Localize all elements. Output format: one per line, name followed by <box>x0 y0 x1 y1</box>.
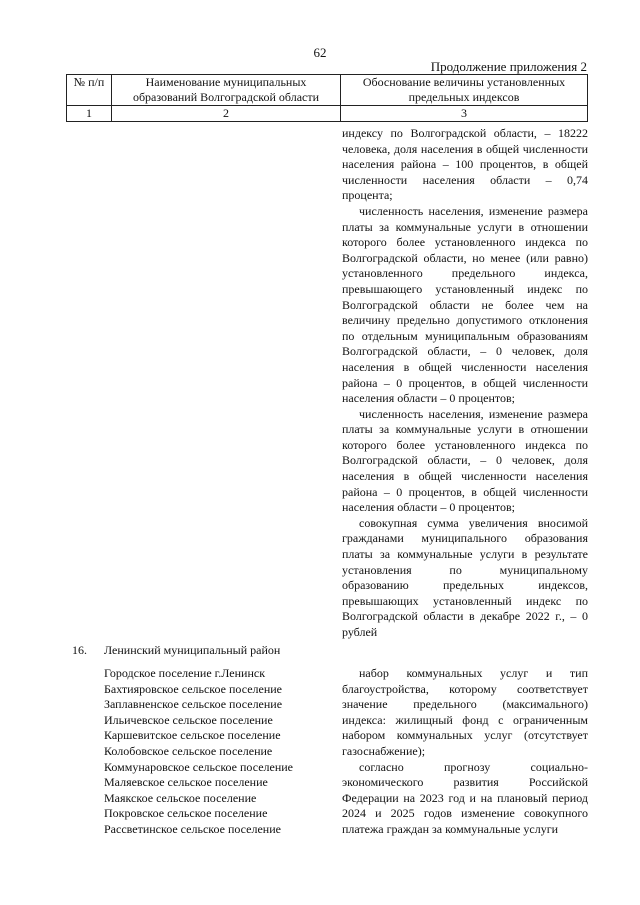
settlement-item: Маякское сельское поселение <box>104 790 257 805</box>
settlement-item: Рассветинское сельское поселение <box>104 821 281 836</box>
section-justification <box>342 666 588 838</box>
settlement-list <box>104 666 293 838</box>
justification-paragraph: численность населения, изменение размера платы за коммунальные услуги в отношении которого более установленного индекса по Волгоградской области, – 0 человек, доля населения в общей численности населения района – 0 процентов, в общей численности населения области – 0 процентов; <box>342 406 588 515</box>
column-number-3: 3 <box>341 106 588 122</box>
justification-paragraph: индексу по Волгоградской области, – 18222 человека, доля населения в общей численности населения района – 100 процентов, в общей численности населения области – 0,74 процента; <box>342 126 588 203</box>
header-col-name: Наименование муниципальных образований Волгоградской области <box>112 75 341 106</box>
settlement-item: Колобовское сельское поселение <box>104 743 273 758</box>
settlement-item: Коммунаровское сельское поселение <box>104 759 294 774</box>
column-number-1: 1 <box>67 106 112 122</box>
settlement-item: Городское поселение г.Ленинск <box>104 666 266 680</box>
settlement-item: Маляевское сельское поселение <box>104 775 268 790</box>
settlement-item: Ильичевское сельское поселение <box>104 712 273 727</box>
settlement-item: Заплавненское сельское поселение <box>104 697 283 712</box>
justification-paragraph: согласно прогнозу социально-экономического развития Российской Федерации на 2023 год и на плановый период 2024 и 2025 годов изменение совокупного платежа граждан за коммунальные услуги <box>342 759 588 836</box>
section-title: Ленинский муниципальный район <box>104 643 281 657</box>
table-header <box>66 74 588 122</box>
settlement-item: Покровское сельское поселение <box>104 806 268 821</box>
settlement-item: Каршевитское сельское поселение <box>104 728 281 743</box>
header-col-justification: Обоснование величины установленных предельных индексов <box>341 75 588 106</box>
header-col-number: № п/п <box>67 75 112 106</box>
justification-paragraph: набор коммунальных услуг и тип благоустройства, которому соответствует значение предельного (максимального) индекса: жилищный фонд с ограниченным набором коммунальных услуг (отсутствует газоснабжение); <box>342 666 588 758</box>
page-number: 62 <box>313 45 327 60</box>
continued-justification <box>342 126 588 641</box>
section-number: 16. <box>72 643 87 657</box>
settlement-item: Бахтияровское сельское поселение <box>104 681 283 696</box>
justification-paragraph: совокупная сумма увеличения вносимой гражданами муниципального образования платы за коммунальные услуги в результате установления по муниципальному образованию предельных индексов, превышающих установленный индекс по Волгоградской области в декабре 2022 г., – 0 рублей <box>342 515 588 639</box>
justification-paragraph: численность населения, изменение размера платы за коммунальные услуги в отношении которого более установленного индекса по Волгоградской области, но менее (или равно) установленного предельного индекса, превышающего установленный индекс по Волгоградской области не более чем на величину предельно допустимого отклонения по отдельным муниципальным образованиям Волгоградской области, – 0 человек, доля населения в общей численности населения района – 0 процентов, в общей численности населения области – 0 процентов; <box>342 203 588 406</box>
column-number-2: 2 <box>112 106 341 122</box>
continuation-label: Продолжение приложения 2 <box>430 59 587 74</box>
